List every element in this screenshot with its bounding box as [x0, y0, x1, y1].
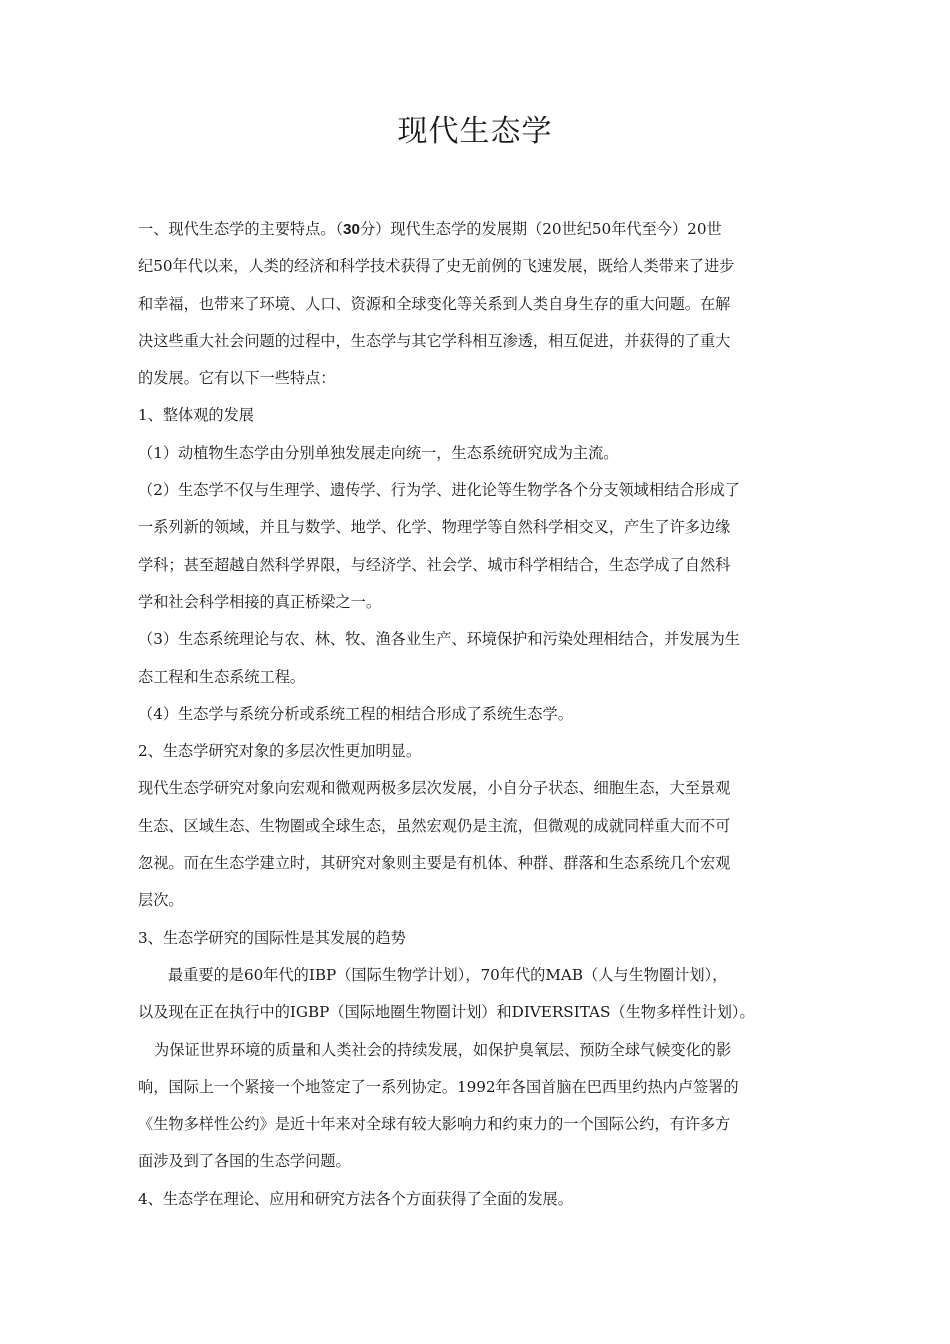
paragraph-line: 忽视。而在生态学建立时，其研究对象则主要是有机体、种群、群落和生态系统几个宏观: [138, 854, 731, 873]
section-heading: 1、整体观的发展: [138, 406, 254, 425]
paragraph-line: 《生物多样性公约》是近十年来对全球有较大影响力和约束力的一个国际公约，有许多方: [138, 1115, 731, 1134]
paragraph-line: （1）动植物生态学由分别单独发展走向统一，生态系统研究成为主流。: [138, 443, 619, 462]
section-heading: 4、生态学在理论、应用和研究方法各个方面获得了全面的发展。: [138, 1189, 573, 1208]
paragraph-line: 学和社会科学相接的真正桥梁之一。: [138, 592, 381, 611]
paragraph-line: 响，国际上一个紧接一个地签定了一系列协定。1992年各国首脑在巴西里约热内卢签署的: [138, 1077, 739, 1096]
paragraph-line: （4）生态学与系统分析或系统工程的相结合形成了系统生态学。: [138, 704, 573, 723]
paragraph-line: （3）生态系统理论与农、林、牧、渔各业生产、环境保护和污染处理相结合，并发展为生: [138, 630, 740, 649]
paragraph-line: 面涉及到了各国的生态学问题。: [138, 1152, 351, 1171]
paragraph-line: 学科；甚至超越自然科学界限，与经济学、社会学、城市科学相结合，生态学成了自然科: [138, 555, 731, 574]
paragraph-line: 的发展。它有以下一些特点：: [138, 369, 336, 388]
text-span: 一、现代生态学的主要特点。（: [138, 220, 344, 238]
paragraph-line: 和幸福，也带来了环境、人口、资源和全球变化等关系到人类自身生存的重大问题。在解: [138, 294, 731, 313]
document-body: [138, 211, 818, 1218]
paragraph-line: （2）生态学不仅与生理学、遗传学、行为学、进化论等生物学各个分支领域相结合形成了: [138, 481, 740, 500]
page-title: 现代生态学: [397, 114, 553, 149]
paragraph-line: 现代生态学研究对象向宏观和微观两极多层次发展，小自分子状态、细胞生态，大至景观: [138, 779, 731, 798]
paragraph-line: 最重要的是60年代的IBP（国际生物学计划），70年代的MAB（人与生物圈计划），: [168, 965, 728, 984]
paragraph-line: 一系列新的领域，并且与数学、地学、化学、物理学等自然科学相交叉，产生了许多边缘: [138, 518, 731, 537]
paragraph-line: 纪50年代以来，人类的经济和科学技术获得了史无前例的飞速发展，既给人类带来了进步: [138, 257, 735, 276]
paragraph-line: 态工程和生态系统工程。: [138, 667, 306, 686]
paragraph-line: 以及现在正在执行中的IGBP（国际地圈生物圈计划）和DIVERSITAS（生物多样性计划）。: [138, 1003, 755, 1022]
paragraph-line: 生态、区域生态、生物圈或全球生态，虽然宏观仍是主流，但微观的成就同样重大而不可: [138, 816, 731, 835]
text-span: 分）现代生态学的发展期（20世纪50年代至今）20世: [359, 220, 722, 238]
score-number: 30: [343, 221, 360, 238]
paragraph-line: 为保证世界环境的质量和人类社会的持续发展，如保护臭氧层、预防全球气候变化的影: [154, 1040, 732, 1059]
section-heading: 3、生态学研究的国际性是其发展的趋势: [138, 928, 406, 947]
paragraph-line: [138, 211, 818, 248]
paragraph-line: 决这些重大社会问题的过程中，生态学与其它学科相互渗透，相互促进，并获得的了重大: [138, 331, 731, 350]
paragraph-line: 层次。: [138, 891, 184, 910]
section-heading: 2、生态学研究对象的多层次性更加明显。: [138, 742, 422, 761]
